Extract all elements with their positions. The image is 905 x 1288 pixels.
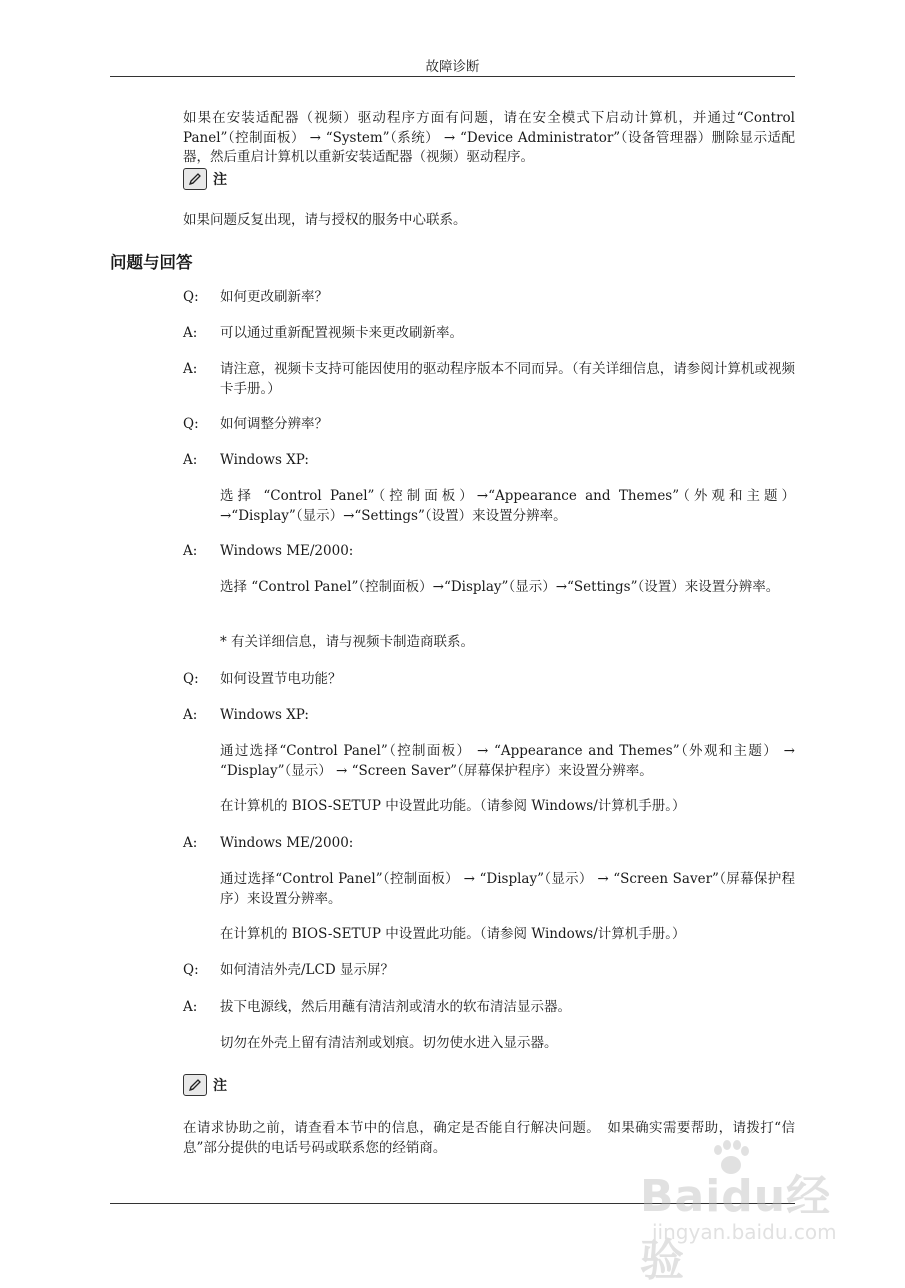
qa-text: 如何设置节电功能？ <box>220 671 342 687</box>
qa-text: 可以通过重新配置视频卡来更改刷新率。 <box>220 325 463 341</box>
qa-text: Windows ME/2000: <box>220 835 354 851</box>
qa-row <box>183 415 795 435</box>
answer-detail: 选择 “Control Panel”（控制面板）→“Appearance and Themes”（外观和主题）→“Display”（显示）→“Settings”（设置）来设置分辨率。 <box>220 488 795 524</box>
qa-key: Q: <box>183 289 199 305</box>
closing-paragraph: 在请求协助之前，请查看本节中的信息，确定是否能自行解决问题。 如果确实需要帮助，请拨打“信息”部分提供的电话号码或联系您的经销商。 <box>183 1120 795 1156</box>
qa-row <box>183 360 795 399</box>
qa-row <box>183 670 795 690</box>
qa-row <box>183 324 795 344</box>
qa-row <box>183 451 795 471</box>
qa-text: 拔下电源线，然后用蘸有清洁剂或清水的软布清洁显示器。 <box>220 999 571 1015</box>
qa-text: 如何更改刷新率？ <box>220 289 328 305</box>
answer-detail: 在计算机的 BIOS-SETUP 中设置此功能。（请参阅 Windows/计算机手册。） <box>220 798 686 814</box>
qa-key: A: <box>183 835 198 851</box>
note-label: 注 <box>213 1078 227 1094</box>
qa-key: A: <box>183 361 198 377</box>
note-text-1: 如果问题反复出现，请与授权的服务中心联系。 <box>183 212 467 228</box>
note-callout-2 <box>183 1074 227 1096</box>
note-pencil-icon <box>183 168 207 190</box>
qa-key: A: <box>183 325 198 341</box>
qa-text: Windows ME/2000: <box>220 543 354 559</box>
watermark-url: jingyan.baidu.com <box>652 1220 837 1244</box>
qa-text: Windows XP: <box>220 452 309 468</box>
watermark-brand: Baidu经验 <box>640 1171 832 1286</box>
qa-key: A: <box>183 452 198 468</box>
qa-text: Windows XP: <box>220 707 309 723</box>
answer-detail: 通过选择“Control Panel”（控制面板） → “Appearance and Themes”（外观和主题） → “Display”（显示） → “Screen Saver”（屏幕保护程序）来设置分辨率。 <box>220 743 795 779</box>
qa-key: Q: <box>183 962 199 978</box>
qa-key: Q: <box>183 416 199 432</box>
qa-key: A: <box>183 543 198 559</box>
qa-key: A: <box>183 999 198 1015</box>
header-divider <box>110 76 795 77</box>
qa-text: 请注意，视频卡支持可能因使用的驱动程序版本不同而异。（有关详细信息，请参阅计算机或视频卡手册。） <box>220 361 795 397</box>
answer-detail: * 有关详细信息，请与视频卡制造商联系。 <box>220 634 475 650</box>
qa-text: 如何清洁外壳/LCD 显示屏？ <box>220 962 394 978</box>
answer-detail: 选择 “Control Panel”（控制面板）→“Display”（显示）→“Settings”（设置）来设置分辨率。 <box>220 579 780 595</box>
page-header-title: 故障诊断 <box>425 59 480 75</box>
qa-text: 如何调整分辨率？ <box>220 416 328 432</box>
qa-row <box>183 961 795 981</box>
qa-row <box>183 998 795 1018</box>
note-label: 注 <box>213 172 227 188</box>
answer-detail: 切勿在外壳上留有清洁剂或划痕。切勿使水进入显示器。 <box>220 1035 558 1051</box>
baidu-watermark <box>640 1140 870 1286</box>
qa-row <box>183 288 795 308</box>
answer-detail: 通过选择“Control Panel”（控制面板） → “Display”（显示） → “Screen Saver”（屏幕保护程序）来设置分辨率。 <box>220 871 795 907</box>
section-title: 问题与回答 <box>110 253 193 272</box>
note-pencil-icon <box>183 1074 207 1096</box>
answer-detail: 在计算机的 BIOS-SETUP 中设置此功能。（请参阅 Windows/计算机手册。） <box>220 926 686 942</box>
qa-row <box>183 834 795 854</box>
qa-key: A: <box>183 707 198 723</box>
qa-key: Q: <box>183 671 199 687</box>
intro-paragraph: 如果在安装适配器（视频）驱动程序方面有问题，请在安全模式下启动计算机，并通过“Control Panel”（控制面板） → “System”（系统） → “Device Administrator”（设备管理器）删除显示适配器，然后重启计算机以重新安装适配器（视频）驱动程序。 <box>183 110 795 165</box>
qa-row <box>183 542 795 562</box>
note-callout-1 <box>183 168 227 190</box>
qa-row <box>183 706 795 726</box>
